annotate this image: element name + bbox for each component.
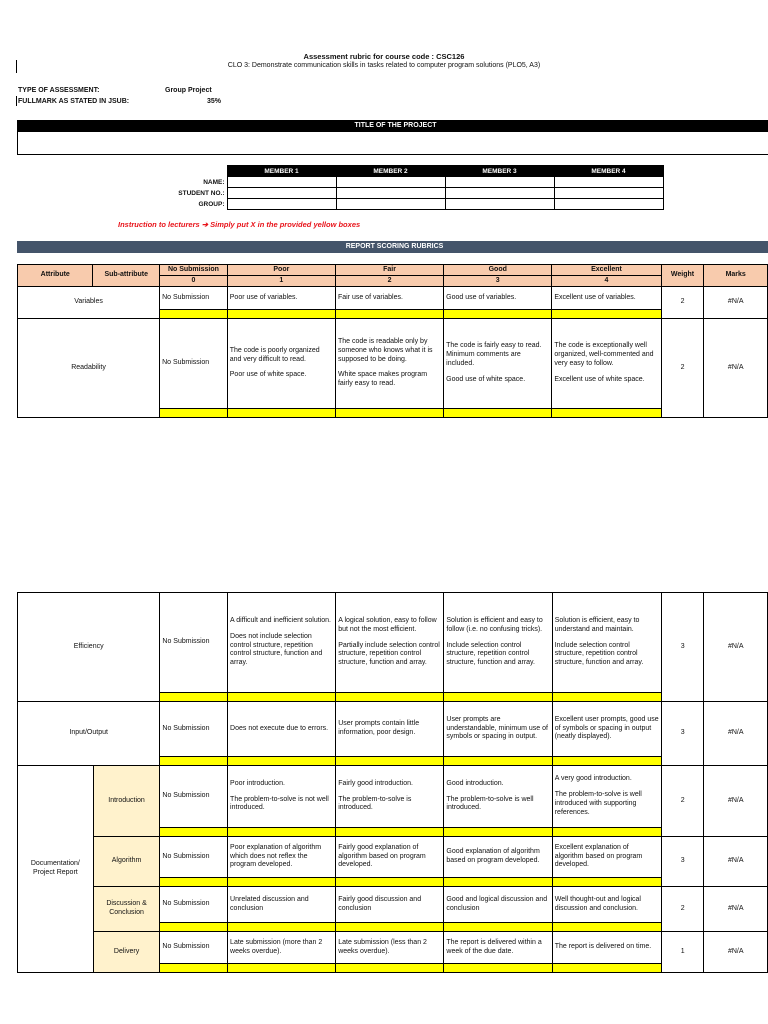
score-box[interactable] <box>160 828 228 837</box>
score-box[interactable] <box>336 693 444 702</box>
sub-attribute-name: Algorithm <box>93 837 160 887</box>
member-4-name[interactable] <box>554 177 663 188</box>
attribute-name: Variables <box>18 287 160 319</box>
type-value: Group Project <box>165 87 212 94</box>
no-submission-text: No Submission <box>160 287 228 310</box>
good-descriptor: Good and logical discussion and conclusion <box>444 887 552 923</box>
weight-value: 3 <box>661 593 704 702</box>
member-1-student-no[interactable] <box>227 188 336 199</box>
score-box[interactable] <box>160 923 228 932</box>
member-table <box>150 165 664 210</box>
no-submission-text: No Submission <box>160 932 228 964</box>
fair-descriptor: Fairly good discussion and conclusion <box>336 887 444 923</box>
score-box[interactable] <box>160 409 228 418</box>
fair-descriptor: The code is readable only by someone who knows what it is supposed to be doing. White space makes program fairly easy to read. <box>335 319 443 409</box>
project-title-field[interactable] <box>17 131 768 155</box>
fair-descriptor: Fairly good introduction. The problem-to-solve is introduced. <box>336 766 444 828</box>
rubric-title: Assessment rubric for course code : CSC126 <box>303 52 465 61</box>
member-3-header: MEMBER 3 <box>445 166 554 177</box>
good-descriptor: Good explanation of algorithm based on program developed. <box>444 837 552 878</box>
fullmark-value: 35% <box>207 98 222 105</box>
excellent-descriptor: Well thought-out and logical discussion and conclusion. <box>552 887 661 923</box>
marks-header: Marks <box>704 265 768 287</box>
score-box[interactable] <box>444 964 552 973</box>
poor-descriptor: Late submission (more than 2 weeks overdue). <box>228 932 336 964</box>
excellent-descriptor: Excellent use of variables. <box>552 287 661 310</box>
score-box[interactable] <box>552 828 661 837</box>
fullmark-label: FULLMARK AS STATED IN JSUB: <box>18 98 130 105</box>
excellent-descriptor: A very good introduction. The problem-to-solve is well introduced with supporting references. <box>552 766 661 828</box>
no-submission-text: No Submission <box>160 887 228 923</box>
no-submission-text: No Submission <box>160 766 228 828</box>
marks-value: #N/A <box>704 837 768 887</box>
weight-header: Weight <box>661 265 704 287</box>
score-box[interactable] <box>336 828 444 837</box>
member-4-header: MEMBER 4 <box>554 166 663 177</box>
weight-value: 3 <box>661 837 704 887</box>
member-3-group[interactable] <box>445 199 554 210</box>
excellent-descriptor: The code is exceptionally well organized, well-commented and very easy to follow. Excellent use of white space. <box>552 319 661 409</box>
member-4-student-no[interactable] <box>554 188 663 199</box>
member-1-header: MEMBER 1 <box>227 166 336 177</box>
no-submission-text: No Submission <box>160 319 228 409</box>
sub-attribute-name: Discussion & Conclusion <box>93 887 160 932</box>
marks-value: #N/A <box>704 319 768 418</box>
score-box[interactable] <box>552 923 661 932</box>
level-excellent-header: Excellent <box>552 265 661 276</box>
level-score: 4 <box>552 276 661 287</box>
score-box[interactable] <box>444 757 552 766</box>
no-submission-text: No Submission <box>160 702 228 757</box>
weight-value: 1 <box>661 932 704 973</box>
table-row <box>18 766 768 828</box>
good-descriptor: Solution is efficient and easy to follow (i.e. no confusing tricks). Include selection control structure, repetition control structure, function and array. <box>444 593 552 693</box>
clo-statement: CLO 3: Demonstrate communication skills in tasks related to computer program solutions (PLO5, A3) <box>227 62 541 69</box>
project-title-header: TITLE OF THE PROJECT <box>17 120 768 131</box>
fair-descriptor: A logical solution, easy to follow but not the most efficient. Partially include selection control structure, repetition control structure, function and array. <box>336 593 444 693</box>
poor-descriptor: Poor use of variables. <box>227 287 335 310</box>
sub-attribute-header: Sub-attribute <box>93 265 160 287</box>
excellent-descriptor: Excellent explanation of algorithm based on program developed. <box>552 837 661 878</box>
fair-descriptor: Fair use of variables. <box>335 287 443 310</box>
score-box[interactable] <box>552 409 661 418</box>
marks-value: #N/A <box>704 887 768 932</box>
fair-descriptor: User prompts contain little information, poor design. <box>336 702 444 757</box>
table-row <box>18 287 768 310</box>
member-2-header: MEMBER 2 <box>336 166 445 177</box>
level-score: 2 <box>335 276 443 287</box>
weight-value: 2 <box>661 287 704 319</box>
score-box[interactable] <box>444 923 552 932</box>
weight-value: 2 <box>661 766 704 837</box>
no-submission-text: No Submission <box>160 593 228 693</box>
score-box[interactable] <box>444 310 552 319</box>
score-box[interactable] <box>552 693 661 702</box>
score-box[interactable] <box>160 964 228 973</box>
score-box[interactable] <box>228 693 336 702</box>
member-3-student-no[interactable] <box>445 188 554 199</box>
type-label: TYPE OF ASSESSMENT: <box>18 87 100 94</box>
marks-value: #N/A <box>704 932 768 973</box>
score-box[interactable] <box>336 757 444 766</box>
level-score: 3 <box>444 276 552 287</box>
score-box[interactable] <box>160 878 228 887</box>
member-2-group[interactable] <box>336 199 445 210</box>
level-poor-header: Poor <box>227 265 335 276</box>
good-descriptor: The code is fairly easy to read. Minimum comments are included. Good use of white space. <box>444 319 552 409</box>
marks-value: #N/A <box>704 287 768 319</box>
table-row <box>18 319 768 409</box>
score-box[interactable] <box>228 757 336 766</box>
marks-value: #N/A <box>704 766 768 837</box>
member-4-group[interactable] <box>554 199 663 210</box>
excellent-descriptor: Solution is efficient, easy to understand and maintain. Include selection control structure, repetition control structure, function and array. <box>552 593 661 693</box>
student-no-label: STUDENT NO.: <box>178 189 225 197</box>
score-box[interactable] <box>444 693 552 702</box>
score-box[interactable] <box>228 828 336 837</box>
score-box[interactable] <box>336 964 444 973</box>
attribute-name: Documentation/ Project Report <box>18 766 94 973</box>
good-descriptor: Good use of variables. <box>444 287 552 310</box>
score-box[interactable] <box>227 409 335 418</box>
member-1-group[interactable] <box>227 199 336 210</box>
score-box[interactable] <box>228 923 336 932</box>
attribute-name: Efficiency <box>18 593 160 702</box>
excellent-descriptor: The report is delivered on time. <box>552 932 661 964</box>
attribute-name: Input/Output <box>18 702 160 766</box>
member-3-name[interactable] <box>445 177 554 188</box>
rubric-table-page-1 <box>17 264 768 418</box>
table-row <box>18 702 768 757</box>
marks-value: #N/A <box>704 593 768 702</box>
name-label: NAME: <box>203 178 225 186</box>
poor-descriptor: Poor introduction. The problem-to-solve is not well introduced. <box>228 766 336 828</box>
level-score: 0 <box>160 276 228 287</box>
score-box[interactable] <box>335 310 443 319</box>
attribute-name: Readability <box>18 319 160 418</box>
score-box[interactable] <box>552 964 661 973</box>
table-row <box>18 837 768 878</box>
score-box[interactable] <box>444 878 552 887</box>
attribute-header: Attribute <box>18 265 93 287</box>
table-row <box>18 887 768 923</box>
table-row <box>18 593 768 693</box>
good-descriptor: User prompts are understandable, minimum use of symbols or spacing in output. <box>444 702 552 757</box>
poor-descriptor: Does not execute due to errors. <box>228 702 336 757</box>
text-cursor <box>16 60 17 73</box>
score-box[interactable] <box>160 310 228 319</box>
level-no-submission-header: No Submission <box>160 265 228 276</box>
score-box[interactable] <box>160 693 228 702</box>
member-1-name[interactable] <box>227 177 336 188</box>
member-2-name[interactable] <box>336 177 445 188</box>
section-title: REPORT SCORING RUBRICS <box>17 241 768 253</box>
fair-descriptor: Late submission (less than 2 weeks overdue). <box>336 932 444 964</box>
weight-value: 2 <box>661 319 704 418</box>
poor-descriptor: A difficult and inefficient solution. Does not include selection control structure, repetition control structure, function and array. <box>228 593 336 693</box>
margin-line <box>16 96 17 106</box>
poor-descriptor: The code is poorly organized and very difficult to read. Poor use of white space. <box>227 319 335 409</box>
score-box[interactable] <box>228 964 336 973</box>
level-good-header: Good <box>444 265 552 276</box>
fair-descriptor: Fairly good explanation of algorithm based on program developed. <box>336 837 444 878</box>
score-box[interactable] <box>552 757 661 766</box>
sub-attribute-name: Delivery <box>93 932 160 973</box>
level-score: 1 <box>227 276 335 287</box>
excellent-descriptor: Excellent user prompts, good use of symbols or spacing in output (neatly displayed). <box>552 702 661 757</box>
member-2-student-no[interactable] <box>336 188 445 199</box>
score-box[interactable] <box>444 828 552 837</box>
lecturer-instruction: Instruction to lecturers ➔ Simply put X in the provided yellow boxes <box>118 220 361 229</box>
sub-attribute-name: Introduction <box>93 766 160 837</box>
score-box[interactable] <box>228 878 336 887</box>
table-row <box>18 932 768 964</box>
group-label: GROUP: <box>198 200 225 208</box>
score-box[interactable] <box>227 310 335 319</box>
no-submission-text: No Submission <box>160 837 228 878</box>
marks-value: #N/A <box>704 702 768 766</box>
score-box[interactable] <box>336 923 444 932</box>
good-descriptor: The report is delivered within a week of the due date. <box>444 932 552 964</box>
level-fair-header: Fair <box>335 265 443 276</box>
rubric-table-page-2 <box>17 592 768 973</box>
score-box[interactable] <box>444 409 552 418</box>
score-box[interactable] <box>552 310 661 319</box>
weight-value: 3 <box>661 702 704 766</box>
score-box[interactable] <box>160 757 228 766</box>
poor-descriptor: Poor explanation of algorithm which does not reflex the program developed. <box>228 837 336 878</box>
good-descriptor: Good introduction. The problem-to-solve is well introduced. <box>444 766 552 828</box>
score-box[interactable] <box>336 878 444 887</box>
poor-descriptor: Unrelated discussion and conclusion <box>228 887 336 923</box>
weight-value: 2 <box>661 887 704 932</box>
score-box[interactable] <box>552 878 661 887</box>
score-box[interactable] <box>335 409 443 418</box>
